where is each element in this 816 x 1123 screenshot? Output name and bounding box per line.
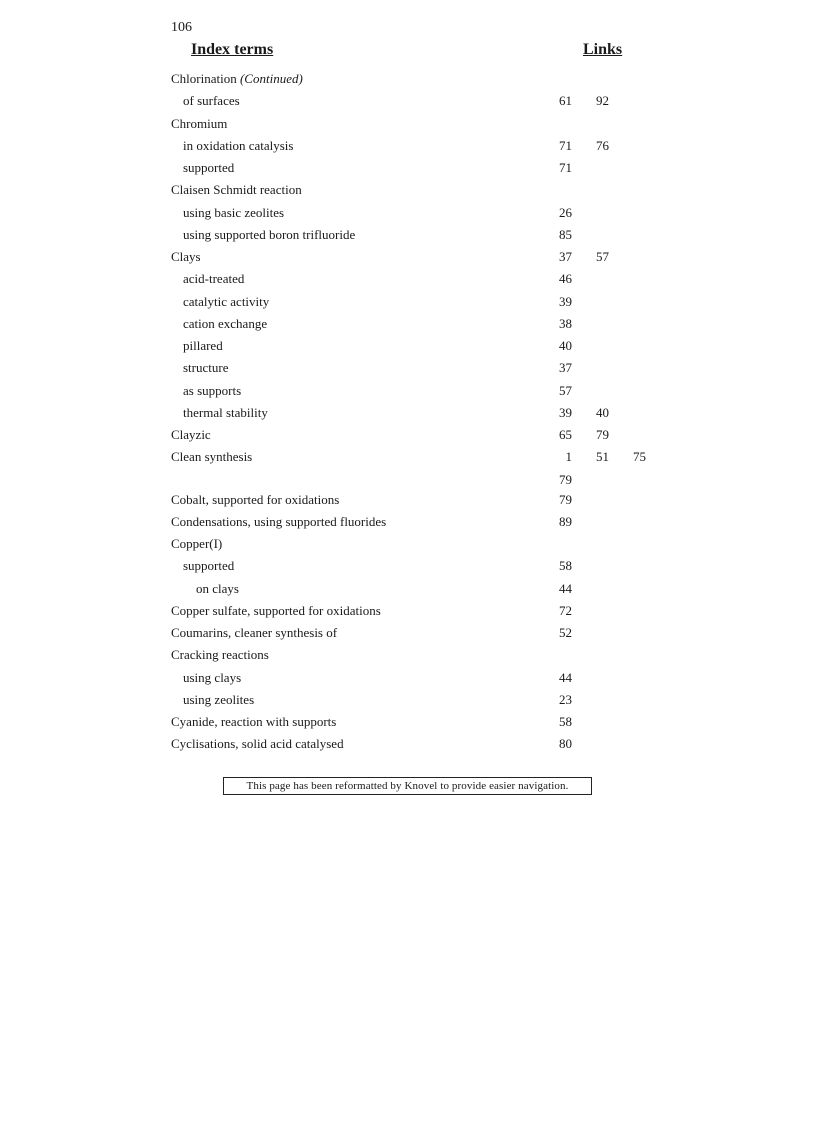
page-link[interactable]: 76 xyxy=(596,137,609,153)
index-term xyxy=(171,446,252,468)
index-entry xyxy=(0,424,816,446)
header-index-terms: Index terms xyxy=(191,41,274,58)
index-entry xyxy=(0,157,816,179)
page-link[interactable]: 89 xyxy=(559,513,572,529)
index-subterm xyxy=(183,313,267,335)
page-link[interactable]: 52 xyxy=(559,625,572,640)
page-link[interactable]: 40 xyxy=(596,404,609,420)
index-term xyxy=(171,179,302,201)
index-entry xyxy=(0,291,816,313)
index-entry xyxy=(0,357,816,379)
term-text: of surfaces xyxy=(183,93,240,109)
index-subterm xyxy=(183,689,254,711)
page-link[interactable]: 46 xyxy=(559,271,572,287)
index-subterm xyxy=(183,135,293,157)
index-subterm xyxy=(183,335,223,357)
index-entry xyxy=(0,335,816,357)
index-term xyxy=(171,711,336,733)
index-term xyxy=(171,622,337,644)
page-link[interactable]: 58 xyxy=(559,714,572,729)
page-link[interactable]: 51 xyxy=(596,449,609,465)
index-entry xyxy=(0,224,816,246)
index-term xyxy=(171,246,201,268)
index-subterm xyxy=(183,291,269,313)
index-term xyxy=(171,489,339,511)
index-entry xyxy=(0,644,816,666)
index-entry xyxy=(0,489,816,511)
index-entry xyxy=(0,202,816,224)
page-link[interactable]: 72 xyxy=(559,602,572,618)
index-subterm xyxy=(183,380,241,402)
term-text: Chromium xyxy=(171,115,228,131)
index-subterm xyxy=(183,268,244,290)
index-term xyxy=(171,68,303,90)
term-qualifier: (Continued) xyxy=(239,71,303,86)
page-link[interactable]: 23 xyxy=(559,691,572,707)
page-link[interactable]: 61 xyxy=(559,93,572,109)
term-text: Condensations, using supported fluorides xyxy=(171,513,387,529)
term-text: Coumarins, cleaner synthesis of xyxy=(171,625,338,640)
page-link[interactable]: 44 xyxy=(559,669,572,685)
index-term xyxy=(171,424,211,446)
index-entry-links-continued xyxy=(0,469,816,489)
page-link[interactable]: 85 xyxy=(559,226,572,242)
term-text: Claisen Schmidt reaction xyxy=(171,182,302,198)
index-entry xyxy=(0,600,816,622)
index-term xyxy=(171,113,227,135)
index-subterm xyxy=(183,402,268,424)
index-subterm xyxy=(183,555,234,577)
page-link[interactable]: 92 xyxy=(596,93,609,109)
index-entry xyxy=(0,246,816,268)
page-link[interactable]: 37 xyxy=(559,249,572,264)
index-entry xyxy=(0,135,816,157)
index-list xyxy=(0,68,816,756)
index-entry xyxy=(0,622,816,644)
page-link[interactable]: 40 xyxy=(559,338,572,353)
page-link[interactable]: 38 xyxy=(559,315,572,331)
index-subterm xyxy=(183,224,355,246)
page-number: 106 xyxy=(171,20,192,35)
term-text: Copper(I) xyxy=(171,536,223,551)
term-text: Clean synthesis xyxy=(171,449,253,465)
term-text: supported xyxy=(183,558,235,574)
term-text: thermal stability xyxy=(183,404,268,420)
page-link[interactable]: 65 xyxy=(559,427,572,442)
index-entry xyxy=(0,113,816,135)
index-entry xyxy=(0,511,816,533)
index-entry xyxy=(0,402,816,424)
index-subterm xyxy=(183,667,241,689)
page-link[interactable]: 26 xyxy=(559,204,572,220)
page-link[interactable]: 79 xyxy=(559,471,572,487)
term-text: using basic zeolites xyxy=(183,204,285,220)
term-text: Clays xyxy=(171,249,201,264)
index-entry xyxy=(0,733,816,755)
index-entry xyxy=(0,313,816,335)
page-link[interactable]: 39 xyxy=(559,404,572,420)
term-text: Copper sulfate, supported for oxidations xyxy=(171,602,381,618)
term-text: cation exchange xyxy=(183,315,268,331)
knovel-notice: This page has been reformatted by Knovel to provide easier navigation. xyxy=(223,777,592,795)
index-term xyxy=(171,511,386,533)
index-term xyxy=(171,644,269,666)
page-link[interactable]: 80 xyxy=(559,736,572,752)
index-entry xyxy=(0,667,816,689)
index-entry xyxy=(0,179,816,201)
term-text: Clayzic xyxy=(171,427,211,442)
term-text: supported xyxy=(183,160,235,175)
term-text: catalytic activity xyxy=(183,293,270,309)
term-text: on clays xyxy=(196,580,239,596)
term-text: Cyclisations, solid acid catalysed xyxy=(171,736,344,752)
term-text: using zeolites xyxy=(183,691,255,707)
page-link[interactable]: 1 xyxy=(565,449,572,465)
term-text: using supported boron trifluoride xyxy=(183,226,356,242)
term-text: acid-treated xyxy=(183,271,245,287)
index-entry xyxy=(0,689,816,711)
page-link[interactable]: 37 xyxy=(559,360,572,376)
term-text: Cracking reactions xyxy=(171,647,269,663)
page-link[interactable]: 79 xyxy=(596,427,609,442)
term-text: structure xyxy=(183,360,229,376)
index-entry xyxy=(0,68,816,90)
page-link[interactable]: 39 xyxy=(559,293,572,309)
term-text: pillared xyxy=(183,338,223,353)
page-link[interactable]: 44 xyxy=(559,580,572,596)
index-subterm xyxy=(183,90,240,112)
index-entry xyxy=(0,380,816,402)
index-subterm xyxy=(196,578,239,600)
index-entry xyxy=(0,446,816,468)
index-entry xyxy=(0,533,816,555)
index-entry xyxy=(0,578,816,600)
index-entry xyxy=(0,711,816,733)
page-link[interactable]: 58 xyxy=(559,558,572,574)
index-term xyxy=(171,600,381,622)
term-text: in oxidation catalysis xyxy=(183,137,294,153)
index-term xyxy=(171,533,222,555)
index-entry xyxy=(0,555,816,577)
index-subterm xyxy=(183,202,284,224)
page-link[interactable]: 57 xyxy=(596,249,609,264)
term-text: as supports xyxy=(183,382,242,398)
page-link[interactable]: 57 xyxy=(559,382,572,398)
index-entry xyxy=(0,268,816,290)
term-text: Cobalt, supported for oxidations xyxy=(171,491,340,507)
term-text: using clays xyxy=(183,669,242,685)
page-link[interactable]: 75 xyxy=(633,449,646,465)
index-subterm xyxy=(183,157,234,179)
page-link[interactable]: 71 xyxy=(559,160,572,175)
term-text: Cyanide, reaction with supports xyxy=(171,714,337,729)
term-text: Chlorination xyxy=(171,71,237,86)
page-link[interactable]: 79 xyxy=(559,491,572,507)
page-link[interactable]: 71 xyxy=(559,137,572,153)
index-term xyxy=(171,733,344,755)
index-subterm xyxy=(183,357,228,379)
header-links: Links xyxy=(583,41,623,58)
index-entry xyxy=(0,90,816,112)
